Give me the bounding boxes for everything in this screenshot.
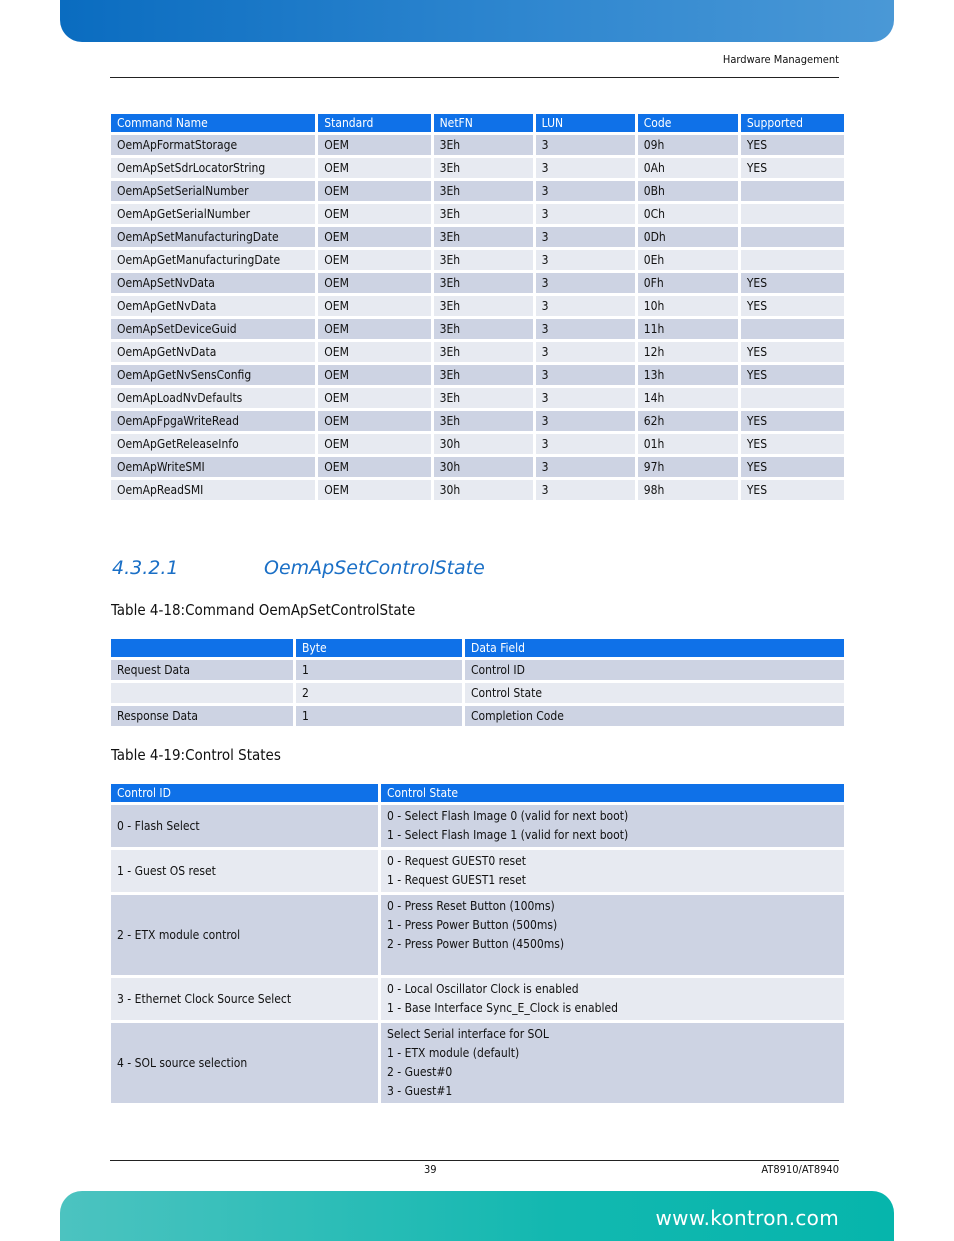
table-cell: 3Eh — [434, 250, 533, 270]
table-cell: 10h — [638, 296, 738, 316]
control-state-line: 1 - Press Power Button (500ms) — [387, 918, 558, 932]
table-cell: 3Eh — [434, 227, 533, 247]
table-cell: YES — [741, 342, 844, 362]
column-header: Data Field — [465, 639, 844, 657]
table-cell: 97h — [638, 457, 738, 477]
table-cell: 3Eh — [434, 342, 533, 362]
table-cell: OemApGetSerialNumber — [111, 204, 315, 224]
table-cell: YES — [741, 135, 844, 155]
table-cell: OEM — [318, 273, 430, 293]
table-cell: 09h — [638, 135, 738, 155]
table-cell: OEM — [318, 434, 430, 454]
table-cell: 3 — [536, 227, 635, 247]
header-rule — [110, 77, 839, 78]
table-cell: 3 — [536, 411, 635, 431]
table-cell: 3 — [536, 273, 635, 293]
control-state-line: 3 - Guest#1 — [387, 1084, 453, 1098]
control-state-line: 1 - Base Interface Sync_E_Clock is enabled — [387, 1001, 618, 1015]
control-state-line: 2 - Guest#0 — [387, 1065, 453, 1079]
table-cell: YES — [741, 365, 844, 385]
table-row — [111, 411, 844, 431]
column-header: Code — [638, 114, 738, 132]
control-state-cell — [381, 805, 844, 847]
table-cell: 3 — [536, 250, 635, 270]
control-state-line: 0 - Press Reset Button (100ms) — [387, 899, 555, 913]
table-row — [111, 434, 844, 454]
command-table-header — [111, 114, 844, 132]
table-cell: OEM — [318, 135, 430, 155]
table-cell: 3Eh — [434, 365, 533, 385]
table-cell: OemApGetManufacturingDate — [111, 250, 315, 270]
table-cell: OEM — [318, 457, 430, 477]
table-cell: OemApWriteSMI — [111, 457, 315, 477]
column-header: Byte — [296, 639, 462, 657]
table-cell: 01h — [638, 434, 738, 454]
control-id-cell: 4 - SOL source selection — [111, 1023, 378, 1103]
table-row — [111, 480, 844, 500]
table-cell — [741, 204, 844, 224]
control-state-line: 1 - Request GUEST1 reset — [387, 873, 527, 887]
table-cell: 0Bh — [638, 181, 738, 201]
table-cell — [741, 227, 844, 247]
table-cell: 30h — [434, 480, 533, 500]
table-cell: OemApFormatStorage — [111, 135, 315, 155]
table-row — [111, 1023, 844, 1103]
table-cell: YES — [741, 296, 844, 316]
column-header: Command Name — [111, 114, 315, 132]
control-state-command-table — [108, 636, 847, 729]
table-cell: 3 — [536, 365, 635, 385]
table-cell: Response Data — [111, 706, 293, 726]
table-cell: 1 — [296, 706, 462, 726]
column-header: LUN — [536, 114, 635, 132]
table-cell: 30h — [434, 457, 533, 477]
control-states-table — [108, 781, 847, 1106]
table-row — [111, 319, 844, 339]
table-row — [111, 273, 844, 293]
table-cell: Control State — [465, 683, 844, 703]
table-cell: OEM — [318, 250, 430, 270]
table-cell: 3 — [536, 319, 635, 339]
column-header: Supported — [741, 114, 844, 132]
table-row — [111, 135, 844, 155]
table-row — [111, 660, 844, 680]
control-id-cell: 0 - Flash Select — [111, 805, 378, 847]
table-19-caption: Table 4-19:Control States — [111, 746, 281, 764]
table-cell: 3 — [536, 158, 635, 178]
table-cell: 3Eh — [434, 158, 533, 178]
table-cell: 3 — [536, 434, 635, 454]
control-state-line: 1 - Select Flash Image 1 (valid for next boot) — [387, 828, 629, 842]
table-cell: OEM — [318, 480, 430, 500]
footer-rule — [110, 1160, 839, 1161]
table-cell: 3Eh — [434, 204, 533, 224]
table-cell: 3 — [536, 457, 635, 477]
table-cell: YES — [741, 457, 844, 477]
table-cell: OemApSetDeviceGuid — [111, 319, 315, 339]
column-header: Standard — [318, 114, 430, 132]
table-cell: OemApReadSMI — [111, 480, 315, 500]
command-table-18-header — [111, 639, 844, 657]
control-state-cell — [381, 895, 844, 975]
table-cell: 0Fh — [638, 273, 738, 293]
table-cell: YES — [741, 273, 844, 293]
table-cell: 2 — [296, 683, 462, 703]
column-header: Control State — [381, 784, 844, 802]
table-cell: 3 — [536, 388, 635, 408]
table-cell: 3 — [536, 135, 635, 155]
table-cell: 3 — [536, 480, 635, 500]
table-row — [111, 895, 844, 975]
table-cell: 3 — [536, 342, 635, 362]
table-cell: OemApGetNvData — [111, 296, 315, 316]
table-18-caption: Table 4-18:Command OemApSetControlState — [111, 601, 416, 619]
table-cell: OemApSetNvData — [111, 273, 315, 293]
control-state-line — [387, 954, 838, 973]
table-cell: 13h — [638, 365, 738, 385]
table-row — [111, 978, 844, 1020]
table-cell: YES — [741, 480, 844, 500]
table-cell: OemApSetSerialNumber — [111, 181, 315, 201]
table-cell: OemApGetReleaseInfo — [111, 434, 315, 454]
control-state-cell — [381, 850, 844, 892]
section-title: OemApSetControlState — [264, 557, 485, 579]
table-cell: 11h — [638, 319, 738, 339]
column-header: NetFN — [434, 114, 533, 132]
table-cell — [741, 388, 844, 408]
table-cell: OEM — [318, 319, 430, 339]
table-cell: 3Eh — [434, 273, 533, 293]
table-cell: 12h — [638, 342, 738, 362]
table-cell: OEM — [318, 365, 430, 385]
table-cell — [741, 250, 844, 270]
table-row — [111, 158, 844, 178]
control-id-cell: 3 - Ethernet Clock Source Select — [111, 978, 378, 1020]
table-cell: OemApLoadNvDefaults — [111, 388, 315, 408]
table-cell: OemApSetManufacturingDate — [111, 227, 315, 247]
command-table — [108, 111, 847, 503]
table-row — [111, 850, 844, 892]
section-heading — [112, 557, 485, 579]
table-cell: OEM — [318, 342, 430, 362]
table-row — [111, 388, 844, 408]
table-cell: OEM — [318, 296, 430, 316]
table-cell: 1 — [296, 660, 462, 680]
table-cell: OEM — [318, 411, 430, 431]
table-cell: OEM — [318, 204, 430, 224]
table-cell: 0Dh — [638, 227, 738, 247]
table-cell — [741, 181, 844, 201]
table-cell: 3 — [536, 181, 635, 201]
table-cell: OemApGetNvData — [111, 342, 315, 362]
control-state-line: 2 - Press Power Button (4500ms) — [387, 937, 565, 951]
control-state-line: 1 - ETX module (default) — [387, 1046, 520, 1060]
table-row — [111, 227, 844, 247]
product-model: AT8910/AT8940 — [761, 1163, 839, 1176]
table-cell: YES — [741, 411, 844, 431]
table-cell: 62h — [638, 411, 738, 431]
table-cell: 30h — [434, 434, 533, 454]
table-cell: 3Eh — [434, 411, 533, 431]
table-row — [111, 342, 844, 362]
table-cell: OEM — [318, 227, 430, 247]
table-cell: 0Eh — [638, 250, 738, 270]
table-cell: OEM — [318, 181, 430, 201]
table-row — [111, 181, 844, 201]
control-state-line: 0 - Local Oscillator Clock is enabled — [387, 982, 579, 996]
column-header: Control ID — [111, 784, 378, 802]
table-cell: OemApSetSdrLocatorString — [111, 158, 315, 178]
top-banner — [60, 0, 894, 42]
table-cell: 98h — [638, 480, 738, 500]
table-cell: 3Eh — [434, 388, 533, 408]
control-state-line: 0 - Request GUEST0 reset — [387, 854, 527, 868]
table-cell: OEM — [318, 158, 430, 178]
control-id-cell: 2 - ETX module control — [111, 895, 378, 975]
control-state-line: 0 - Select Flash Image 0 (valid for next boot) — [387, 809, 629, 823]
table-cell: 3 — [536, 204, 635, 224]
table-cell: 3Eh — [434, 319, 533, 339]
table-cell: OemApGetNvSensConfig — [111, 365, 315, 385]
table-row — [111, 296, 844, 316]
table-row — [111, 457, 844, 477]
table-cell: OemApFpgaWriteRead — [111, 411, 315, 431]
table-cell: Request Data — [111, 660, 293, 680]
table-cell: 3 — [536, 296, 635, 316]
table-cell: OEM — [318, 388, 430, 408]
column-header — [111, 639, 293, 657]
table-row — [111, 250, 844, 270]
control-state-cell — [381, 1023, 844, 1103]
control-states-header — [111, 784, 844, 802]
table-cell — [111, 683, 293, 703]
table-cell: 0Ch — [638, 204, 738, 224]
running-header: Hardware Management — [722, 53, 839, 66]
website-link[interactable]: www.kontron.com — [655, 1206, 839, 1230]
table-cell: 3Eh — [434, 296, 533, 316]
control-state-cell — [381, 978, 844, 1020]
table-row — [111, 706, 844, 726]
table-cell — [741, 319, 844, 339]
control-state-line: Select Serial interface for SOL — [387, 1027, 549, 1041]
page-number: 39 — [424, 1163, 437, 1176]
table-cell: YES — [741, 158, 844, 178]
table-cell: 0Ah — [638, 158, 738, 178]
table-row — [111, 365, 844, 385]
table-row — [111, 683, 844, 703]
control-id-cell: 1 - Guest OS reset — [111, 850, 378, 892]
table-row — [111, 805, 844, 847]
table-cell: YES — [741, 434, 844, 454]
table-cell: Control ID — [465, 660, 844, 680]
table-cell: 14h — [638, 388, 738, 408]
table-cell: 3Eh — [434, 135, 533, 155]
table-cell: Completion Code — [465, 706, 844, 726]
table-row — [111, 204, 844, 224]
table-cell: 3Eh — [434, 181, 533, 201]
section-number: 4.3.2.1 — [112, 557, 179, 579]
